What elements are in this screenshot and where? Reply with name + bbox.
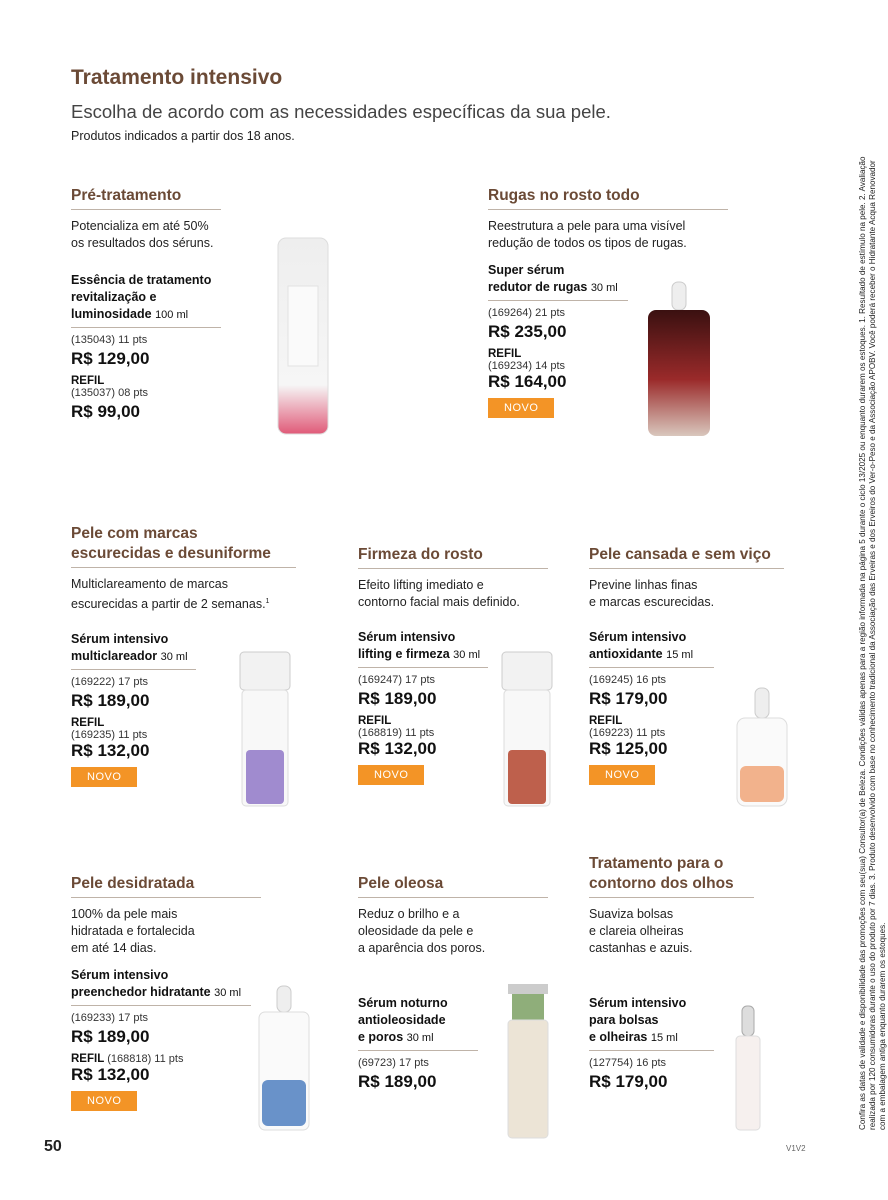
pname-line: Super sérum (488, 263, 565, 277)
product-code: (169233) 17 pts (71, 1012, 149, 1024)
title-line: Tratamento para o (589, 855, 724, 872)
pname-line: Sérum intensivo (71, 968, 169, 982)
pname-line: antioleosidade (358, 1013, 446, 1027)
page-number: 50 (44, 1138, 62, 1155)
pname-line: lifting e firmeza (358, 647, 450, 661)
desc-line: oleosidade da pele e (358, 924, 474, 938)
pname-line: para bolsas (589, 1013, 659, 1027)
desc-line: castanhas e azuis. (589, 941, 693, 955)
pname-line: Sérum intensivo (589, 630, 687, 644)
desc-line: 100% da pele mais (71, 907, 178, 921)
desc-line: a aparência dos poros. (358, 941, 486, 955)
card-desc (589, 577, 784, 611)
bottle-pink-icon (272, 236, 334, 436)
product-price: R$ 235,00 (488, 322, 567, 341)
card-desc (488, 218, 728, 252)
product-volume: 100 ml (155, 309, 189, 321)
product-volume: 15 ml (650, 1032, 678, 1044)
product-price: R$ 189,00 (358, 1072, 437, 1091)
desc-line: hidratada e fortalecida (71, 924, 195, 938)
card-title: Rugas no rosto todo (488, 186, 728, 210)
desc-line: Efeito lifting imediato e (358, 578, 484, 592)
card-desc (71, 218, 221, 252)
pname-line: Sérum intensivo (71, 632, 169, 647)
refil-code: (135037) 08 pts (71, 387, 149, 399)
pname-line: multiclareador (71, 649, 158, 664)
product-name (71, 272, 221, 328)
refil-code: (169223) 11 pts (589, 727, 666, 739)
product-code: (127754) 16 pts (589, 1057, 667, 1069)
card-olhos (589, 854, 754, 1092)
desc-line: Multiclareamento de marcas (71, 577, 229, 591)
desc-line: e clareia olheiras (589, 924, 684, 938)
card-title (589, 854, 754, 898)
product-volume: 15 ml (666, 649, 694, 661)
legal-sidenote: Confira as datas de validade e disponibilidade das promoções com seu(sua) Consultor(a) de Beleza. Condições válidas apenas para a região informada na página 5 durante o ciclo 13/2025 ou enquanto durarem os estoques. 1. Resultado de estímulo na pele. 2. Avaliação realizada por 120 consumidoras durante o uso do produto por 7 dias. 3. Produto desenvolvido com base no conhecimento tradicional da Associação das Erveiras e dos Erveiros do Ver-o-Peso e da Associação APOBV. Você poderá receber o Hidratante Acqua Renovador com a embalagem antiga enquanto durarem os estoques. (858, 156, 887, 1130)
pname-line: redutor de rugas (488, 280, 588, 294)
card-title (71, 524, 296, 568)
card-desc (71, 576, 296, 613)
desc-line: e marcas escurecidas. (589, 595, 715, 609)
new-badge: NOVO (71, 767, 137, 787)
desc-line: contorno facial mais definido. (358, 595, 520, 609)
product-code: (69723) 17 pts (358, 1057, 429, 1069)
product-code: (169264) 21 pts (488, 307, 566, 319)
product-block (589, 995, 754, 1092)
card-desc (71, 906, 261, 957)
refil-code: (169235) 11 pts (71, 729, 148, 742)
refil-price: R$ 99,00 (71, 402, 140, 421)
product-block (71, 967, 261, 1111)
bottle-blue-icon (256, 984, 312, 1134)
title-line: Pele com marcas (71, 525, 198, 542)
desc-line: escurecidas a partir de 2 semanas. (71, 597, 266, 612)
refil-label: REFIL (71, 1053, 105, 1065)
title-line: contorno dos olhos (589, 875, 734, 892)
pname-line: Sérum intensivo (358, 630, 456, 644)
desc-line: Potencializa em até 50% (71, 219, 209, 233)
refil-price: R$ 132,00 (71, 1065, 150, 1084)
product-price: R$ 189,00 (71, 691, 150, 711)
desc-line: os resultados dos séruns. (71, 236, 214, 250)
card-desidratada (71, 874, 261, 1111)
refil-price: R$ 164,00 (488, 372, 567, 391)
card-desc (358, 577, 548, 611)
product-name (358, 995, 478, 1051)
page-subtitle: Escolha de acordo com as necessidades específicas da sua pele. (71, 101, 611, 122)
product-volume: 30 ml (214, 987, 242, 999)
refil-label: REFIL (71, 717, 105, 730)
product-code: (169222) 17 pts (71, 676, 149, 689)
product-price: R$ 189,00 (71, 1027, 150, 1046)
refil-label: REFIL (589, 715, 623, 727)
card-title: Pele cansada e sem viço (589, 545, 784, 569)
refil-price: R$ 132,00 (71, 741, 150, 761)
desc-line: Reduz o brilho e a (358, 907, 460, 921)
refil-label: REFIL (358, 715, 392, 727)
bottle-red-icon (500, 650, 554, 810)
product-block (71, 272, 221, 422)
refil-label: REFIL (71, 375, 105, 387)
title-line: escurecidas e desuniforme (71, 545, 271, 562)
card-title: Pele desidratada (71, 874, 261, 898)
dropper-red-icon (644, 280, 714, 440)
refil-code: (168818) 11 pts (107, 1053, 184, 1065)
product-price: R$ 189,00 (358, 689, 437, 708)
card-title: Pele oleosa (358, 874, 548, 898)
desc-line: redução de todos os tipos de rugas. (488, 236, 687, 250)
refil-label: REFIL (488, 348, 522, 360)
refil-line (71, 1053, 261, 1065)
desc-line: em até 14 dias. (71, 941, 157, 955)
card-desc (589, 906, 754, 957)
product-volume: 30 ml (160, 651, 188, 664)
eye-tube-icon (732, 1004, 764, 1134)
pump-green-icon (504, 982, 552, 1142)
product-name (589, 629, 714, 668)
version-code: V1V2 (786, 1144, 806, 1153)
product-code: (169247) 17 pts (358, 674, 436, 686)
page-title: Tratamento intensivo (71, 66, 283, 89)
new-badge: NOVO (589, 765, 655, 785)
pname-line: e olheiras (589, 1030, 648, 1044)
age-note: Produtos indicados a partir dos 18 anos. (71, 129, 295, 143)
card-title: Pré-tratamento (71, 186, 221, 210)
product-price: R$ 129,00 (71, 349, 150, 368)
refil-price: R$ 125,00 (589, 739, 668, 758)
new-badge: NOVO (358, 765, 424, 785)
pname-line: preenchedor hidratante (71, 985, 211, 999)
card-title: Firmeza do rosto (358, 545, 548, 569)
product-volume: 30 ml (590, 282, 618, 294)
pname-line: e poros (358, 1030, 404, 1044)
refil-code: (168819) 11 pts (358, 727, 435, 739)
pname-line: revitalização e (71, 290, 157, 304)
dropper-orange-icon (734, 686, 790, 810)
bottle-purple-icon (238, 650, 292, 810)
pname-line: Sérum intensivo (589, 996, 687, 1010)
refil-price: R$ 132,00 (358, 739, 437, 758)
card-desc (358, 906, 548, 957)
pname-line: antioxidante (589, 647, 663, 661)
pname-line: Essência de tratamento (71, 273, 212, 287)
product-volume: 30 ml (453, 649, 481, 661)
pname-line: luminosidade (71, 307, 152, 321)
product-name (589, 995, 714, 1051)
product-code: (135043) 11 pts (71, 334, 148, 346)
refil-code: (169234) 14 pts (488, 360, 566, 372)
pname-line: Sérum noturno (358, 996, 448, 1010)
new-badge: NOVO (71, 1091, 137, 1111)
product-name (71, 631, 196, 670)
desc-line: Reestrutura a pele para uma visível (488, 219, 686, 233)
product-volume: 30 ml (406, 1032, 434, 1044)
product-name (358, 629, 488, 668)
footnote-ref: 1 (265, 598, 270, 605)
card-pre-tratamento (71, 186, 221, 422)
product-price: R$ 179,00 (589, 689, 668, 708)
product-code: (169245) 16 pts (589, 674, 667, 686)
product-price: R$ 179,00 (589, 1072, 668, 1091)
desc-line: Suaviza bolsas (589, 907, 674, 921)
desc-line: Previne linhas finas (589, 578, 698, 592)
product-name (71, 967, 251, 1006)
product-name (488, 262, 628, 301)
new-badge: NOVO (488, 398, 554, 418)
